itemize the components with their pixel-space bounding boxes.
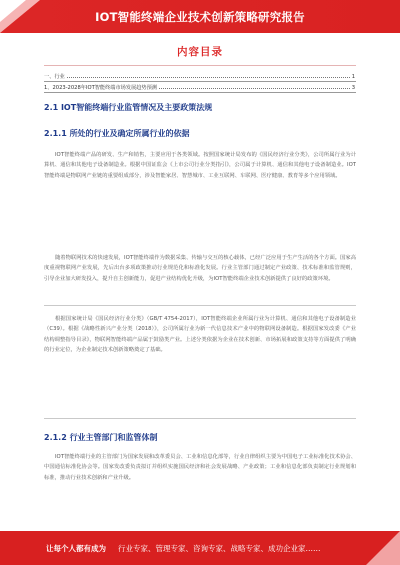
toc-underline — [44, 92, 356, 93]
footer-slogan — [46, 543, 321, 554]
footer-slogan-main: 让每个人都有成为 — [46, 544, 106, 553]
body-paragraph: IOT智能终端产品的研发、生产和销售，主要应用于各类领域。按照国家统计局发布的《国民经济行业分类》，公司所属行业为计算机、通信和其他电子设备制造业。根据中国证监会《上市公司行业分类指引》，公司属于计算机、通信和其他电子设备制造业。IOT智能终端是物联网产业链的重要组成部分，涉及智能家居、智慧城市、工业互联网、车联网、医疗健康、教育等多个应用领域。 — [44, 152, 356, 179]
toc-divider — [44, 65, 356, 66]
report-footer — [0, 531, 400, 565]
body-paragraph: 随着物联网技术的快速发展，IOT智能终端作为数据采集、传输与交互的核心载体，已经广泛应用于生产生活的各个方面。国家高度重视物联网产业发展，先后出台多项政策推动行业规范化和标准化发展。行业主管部门通过制定产业政策、技术标准和监管规则，引导企业加大研发投入，提升自主创新能力，促进产业结构优化升级，为IOT智能终端企业技术创新提供了良好的政策环境。 — [44, 255, 356, 282]
toc-leader-dots — [159, 84, 350, 89]
toc-underline — [44, 81, 356, 82]
content-divider — [44, 305, 356, 306]
toc-leader-dots — [67, 73, 350, 78]
toc-entry-page: 1 — [351, 74, 355, 80]
toc-entry-label: 1、2023-2028年IOT智能终端市场发展趋势预测 — [44, 85, 157, 91]
toc-entry-label: 一、行业 — [44, 74, 65, 80]
subsection-heading: 2.1.2 行业主管部门和监管体制 — [44, 433, 158, 442]
report-header — [0, 0, 400, 33]
section-heading: 2.1 IOT智能终端行业监管情况及主要政策法规 — [44, 103, 213, 112]
body-paragraph: IOT智能终端行业的主管部门为国家发展和改革委员会、工业和信息化部等，行业自律组织主要为中国电子工业标准化技术协会、中国通信标准化协会等。国家发改委负责拟订并组织实施国民经济和社会发展战略、产业政策；工业和信息化部负责制定行业规划和标准，推动行业技术创新和产业升级。 — [44, 454, 356, 481]
toc-title: 内容目录 — [177, 46, 223, 58]
footer-slogan-tags: 行业专家、管理专家、咨询专家、战略专家、成功企业家…… — [118, 544, 321, 553]
body-paragraph: 根据国家统计局《国民经济行业分类》（GB/T 4754-2017），IOT智能终端企业所属行业为计算机、通信和其他电子设备制造业（C39）。根据《战略性新兴产业分类（2018）》，公司所属行业为新一代信息技术产业中的物联网设备制造。根据国家发改委《产业结构调整指导目录》，物联网智能终端产品属于鼓励类产业。上述分类依据为企业在技术创新、市场拓展和政策支持等方面提供了明确的行业定位，为企业制定技术创新策略奠定了基础。 — [44, 316, 356, 354]
subsection-heading: 2.1.1 所处的行业及确定所属行业的依据 — [44, 129, 190, 138]
toc-entry-1[interactable] — [44, 73, 355, 80]
report-title: IOT智能终端企业技术创新策略研究报告 — [95, 10, 305, 24]
footer-corner-decoration — [366, 531, 400, 565]
content-divider — [44, 418, 356, 419]
toc-entry-page: 3 — [351, 85, 355, 91]
toc-entry-2[interactable] — [44, 84, 355, 91]
